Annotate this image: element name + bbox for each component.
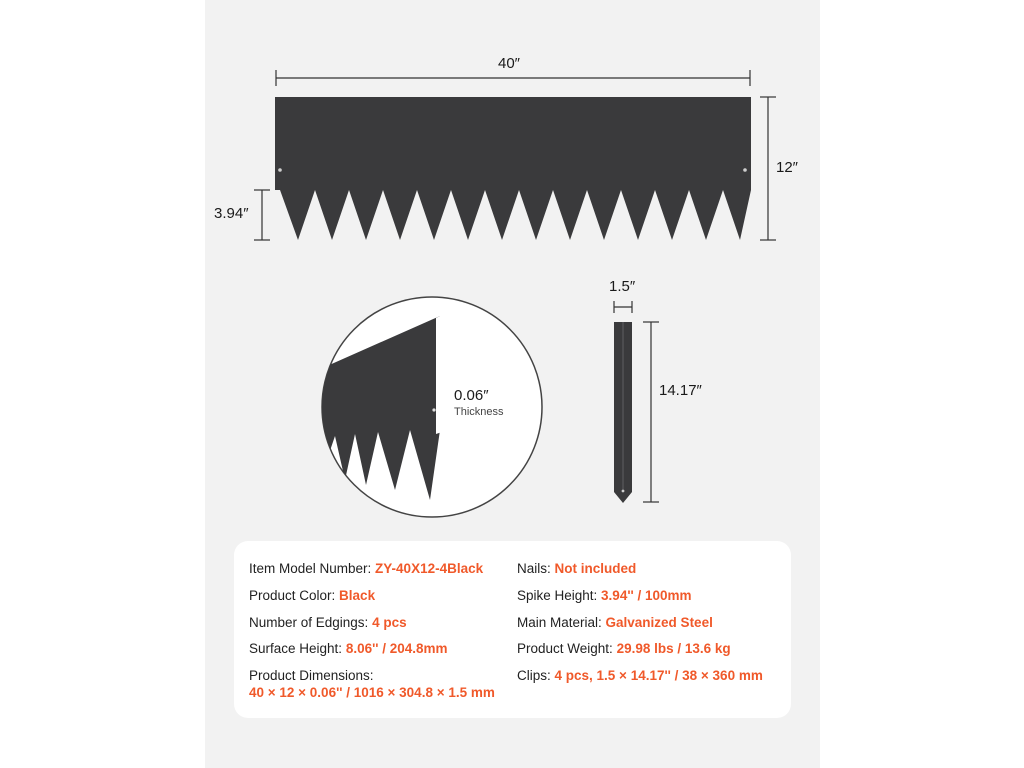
width-dimension-line xyxy=(276,70,750,86)
height-label: 12″ xyxy=(776,159,798,176)
spec-nails: Nails: Not included xyxy=(517,561,637,576)
clip-length-dimension-line xyxy=(643,322,659,502)
width-label: 40″ xyxy=(498,55,520,72)
spec-product-color: Product Color: Black xyxy=(249,588,376,603)
thickness-label: 0.06″ xyxy=(454,387,489,404)
spec-surface-height: Surface Height: 8.06'' / 204.8mm xyxy=(249,641,448,656)
clip-length-label: 14.17″ xyxy=(659,382,702,399)
spike-height-label: 3.94″ xyxy=(214,205,249,222)
mounting-hole-left xyxy=(278,168,282,172)
spec-product-dimensions: Product Dimensions: 40 × 12 × 0.06'' / 1016 × 304.8 × 1.5 mm xyxy=(249,668,495,700)
clip-width-label: 1.5″ xyxy=(609,278,636,295)
clip-width-dimension-line xyxy=(614,301,632,313)
height-dimension-line xyxy=(760,97,776,240)
spec-model-number: Item Model Number: ZY-40X12-4Black xyxy=(249,561,484,576)
mounting-hole-right xyxy=(743,168,747,172)
spec-number-of-edgings: Number of Edgings: 4 pcs xyxy=(249,615,407,630)
spec-clips: Clips: 4 pcs, 1.5 × 14.17'' / 38 × 360 mm xyxy=(517,668,763,683)
thickness-caption: Thickness xyxy=(454,406,504,418)
spec-spike-height: Spike Height: 3.94'' / 100mm xyxy=(517,588,692,603)
thickness-detail-circle xyxy=(300,297,542,517)
spec-main-material: Main Material: Galvanized Steel xyxy=(517,615,713,630)
spec-product-weight: Product Weight: 29.98 lbs / 13.6 kg xyxy=(517,641,731,656)
clip-piece xyxy=(614,322,632,503)
edging-plate xyxy=(275,97,751,240)
spike-dimension-line xyxy=(254,190,270,240)
